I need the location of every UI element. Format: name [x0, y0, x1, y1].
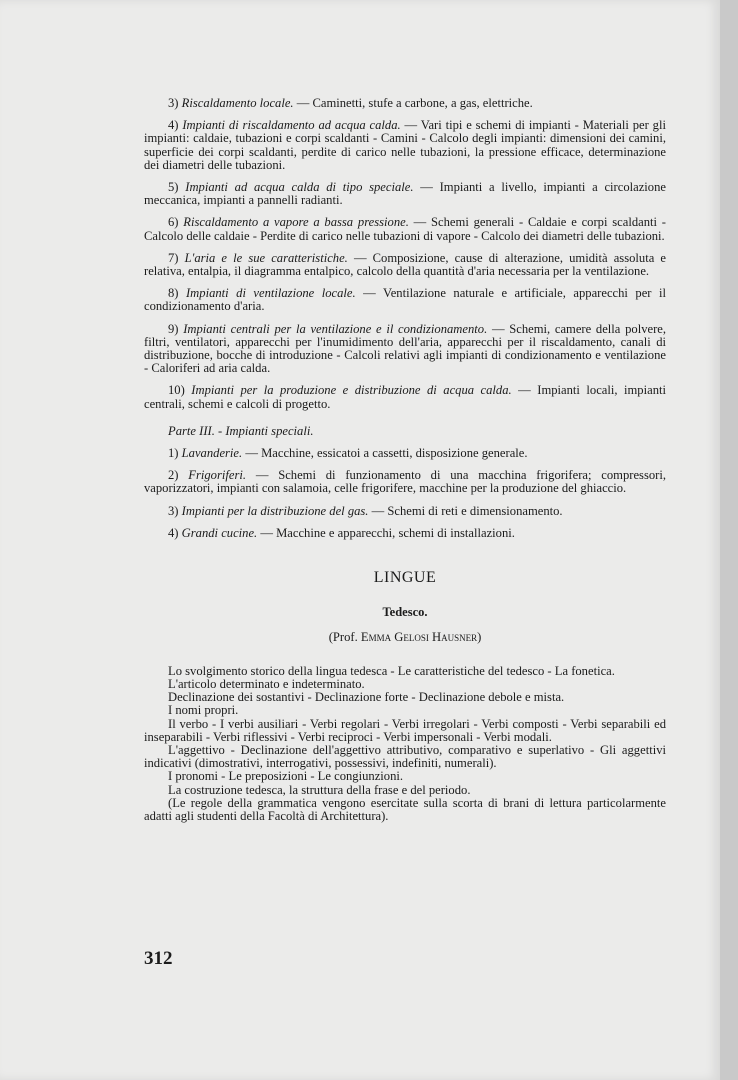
- topic-item: 7) L'aria e le sue caratteristiche. — Composizione, cause di alterazione, umidità assoluta e relativa, entalpia, il diagramma entalpico, calcolo della quantità d'aria necessaria per la ventilazione.: [144, 250, 666, 279]
- syllabus-line: L'articolo determinato e indeterminato.: [168, 676, 365, 691]
- syllabus-line: Lo svolgimento storico della lingua tedesca - Le caratteristiche del tedesco - La fonetica.: [168, 663, 615, 678]
- syllabus-line: La costruzione tedesca, la struttura della frase e del periodo.: [168, 782, 471, 797]
- syllabus-lines: [144, 665, 666, 823]
- section-heading: LINGUE: [373, 569, 437, 587]
- page-edge: [720, 0, 738, 1080]
- part3-topics-list: [144, 447, 666, 540]
- topic-item: 4) Impianti di riscaldamento ad acqua calda. — Vari tipi e schemi di impianti - Materiali per gli impianti: caldaie, tubazioni e corpi scaldanti - Camini - Calcolo degli impianti: dimensioni dei camini, superficie dei corpi scaldanti, perdite di carico nelle tubazioni, la pressione efficace, determinazione dei diametri delle tubazioni.: [144, 118, 666, 172]
- syllabus-line: Declinazione dei sostantivi - Declinazione forte - Declinazione debole e mista.: [168, 690, 565, 705]
- topic-item: 9) Impianti centrali per la ventilazione e il condizionamento. — Schemi, camere della polvere, filtri, ventilatori, apparecchi per l'inumidimento dell'aria, apparecchi per il riscaldamento, canali di distribuzione, bocche di introduzione - Calcoli relativi agli impianti di condizionamento e ventilazione - Caloriferi ad aria calda.: [144, 321, 667, 376]
- topic-item: 4) Grandi cucine. — Macchine e apparecchi, schemi di installazioni.: [168, 525, 515, 540]
- topic-item: 3) Impianti per la distribuzione del gas. — Schemi di reti e dimensionamento.: [168, 503, 563, 518]
- topic-item: 3) Riscaldamento locale. — Caminetti, stufe a carbone, a gas, elettriche.: [168, 96, 533, 110]
- topic-item: 5) Impianti ad acqua calda di tipo speciale. — Impianti a livello, impianti a circolazione meccanica, impianti a pannelli radianti.: [144, 180, 666, 208]
- syllabus-line: Il verbo - I verbi ausiliari - Verbi regolari - Verbi irregolari - Verbi composti - Verbi separabili ed inseparabili - Verbi riflessivi - Verbi reciproci - Verbi impersonali - Verbi modali.: [144, 716, 666, 744]
- topic-item: 10) Impianti per la produzione e distribuzione di acqua calda. — Impianti locali, impianti centrali, schemi e calcoli di progetto.: [144, 383, 666, 411]
- syllabus-line: (Le regole della grammatica vengono esercitate sulla scorta di brani di lettura particolarmente adatti agli studenti della Facoltà di Architettura).: [144, 795, 666, 823]
- course-topics-list: [144, 97, 666, 411]
- syllabus-line: I pronomi - Le preposizioni - Le congiunzioni.: [168, 769, 404, 784]
- topic-item: 8) Impianti di ventilazione locale. — Ventilazione naturale e artificiale, apparecchi per il condizionamento d'aria.: [144, 286, 666, 314]
- syllabus-line: L'aggettivo - Declinazione dell'aggettivo attributivo, comparativo e superlativo - Gli aggettivi indicativi (dimostrativi, interrogativi, possessivi, indefiniti, numerali).: [144, 742, 666, 771]
- topic-item: 6) Riscaldamento a vapore a bassa pressione. — Schemi generali - Caldaie e corpi scaldanti - Calcolo delle caldaie - Perdite di carico nelle tubazioni di vapore - Calcolo dei diametri delle tubazioni.: [144, 215, 666, 243]
- topic-item: 2) Frigoriferi. — Schemi di funzionamento di una macchina frigorifera; compressori, vaporizzatori, impianti con salamoia, celle frigorifere, macchine per la produzione del ghiaccio.: [144, 468, 666, 496]
- page-number: 312: [144, 948, 173, 969]
- part-heading: Parte III. - Impianti speciali.: [168, 423, 314, 438]
- professor-line: (Prof. Emma Gelosi Hausner): [328, 630, 482, 645]
- topic-item: 1) Lavanderie. — Macchine, essicatoi a cassetti, disposizione generale.: [168, 446, 528, 461]
- professor-name: Emma Gelosi Hausner: [360, 630, 478, 645]
- page-body: [144, 97, 666, 823]
- subject-heading: Tedesco.: [382, 605, 428, 620]
- syllabus-line: I nomi propri.: [168, 703, 239, 718]
